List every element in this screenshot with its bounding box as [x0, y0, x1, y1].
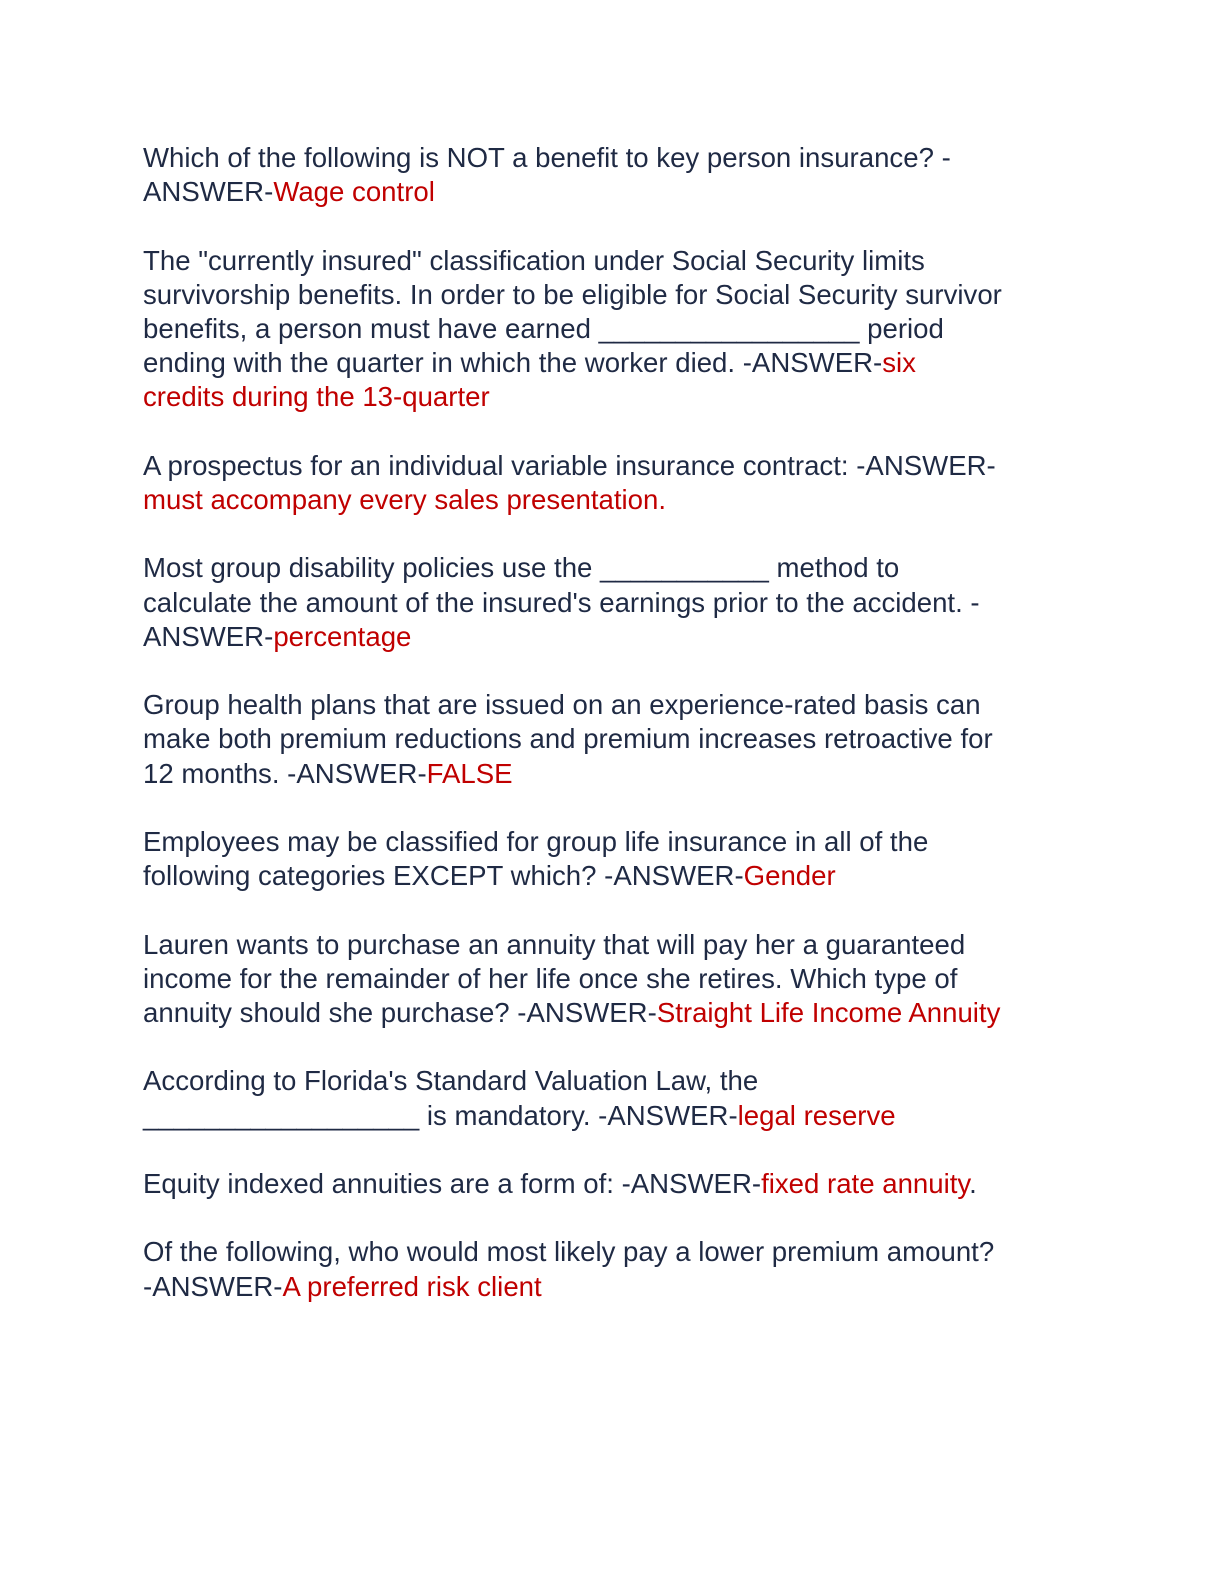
question-line: Most group disability policies use the ___________ method to: [143, 552, 900, 584]
answer-text: Wage control: [273, 176, 435, 208]
qa-item: [143, 1064, 1083, 1132]
qa-item: [143, 928, 1083, 1031]
question-line: calculate the amount of the insured's earnings prior to the accident. -: [143, 586, 980, 618]
answer-text: Gender: [743, 860, 836, 892]
answer-text: six: [882, 347, 916, 379]
qa-item: [143, 825, 1083, 893]
qa-item: [143, 141, 1083, 209]
question-line: Which of the following is NOT a benefit to key person insurance? -: [143, 142, 951, 173]
question-line: __________________ is mandatory. -ANSWER-: [143, 1099, 738, 1131]
qa-item: [143, 1167, 1083, 1201]
question-line: According to Florida's Standard Valuation Law, the: [143, 1065, 759, 1097]
qa-item: [143, 244, 1083, 415]
answer-text: FALSE: [426, 757, 513, 789]
answer-line: must accompany every sales presentation.: [143, 484, 667, 515]
qa-item: [143, 551, 1083, 654]
question-line: benefits, a person must have earned _________________ period: [143, 313, 944, 344]
question-line: following categories EXCEPT which? -ANSWER-: [143, 860, 744, 892]
answer-suffix: .: [969, 1167, 977, 1199]
qa-item: [143, 449, 1083, 517]
qa-item: [143, 688, 1083, 791]
answer-text: legal reserve: [737, 1099, 896, 1131]
question-line: ANSWER-: [143, 176, 274, 208]
answer-text: percentage: [273, 620, 412, 652]
question-line: Equity indexed annuities are a form of: -ANSWER-: [143, 1167, 762, 1199]
qa-item: [143, 1235, 1083, 1303]
document-page: [143, 141, 1083, 1338]
answer-text: fixed rate annuity: [761, 1167, 970, 1199]
question-line: 12 months. -ANSWER-: [143, 757, 427, 789]
question-line: The "currently insured" classification under Social Security limits: [143, 244, 925, 276]
question-line: Lauren wants to purchase an annuity that will pay her a guaranteed: [143, 928, 966, 960]
question-line: ending with the quarter in which the worker died. -ANSWER-: [143, 347, 883, 379]
answer-line: credits during the 13-quarter: [143, 381, 490, 413]
question-line: annuity should she purchase? -ANSWER-: [143, 996, 657, 1028]
question-line: Employees may be classified for group life insurance in all of the: [143, 825, 929, 857]
question-line: survivorship benefits. In order to be eligible for Social Security survivor: [143, 278, 1002, 310]
answer-text: A preferred risk client: [282, 1270, 542, 1302]
answer-text: Straight Life Income Annuity: [656, 996, 1001, 1028]
question-line: Group health plans that are issued on an experience-rated basis can: [143, 689, 981, 721]
question-line: Of the following, who would most likely pay a lower premium amount?: [143, 1236, 995, 1268]
question-line: ANSWER-: [143, 620, 274, 652]
question-line: -ANSWER-: [143, 1270, 283, 1302]
question-line: make both premium reductions and premium increases retroactive for: [143, 723, 993, 755]
question-line: income for the remainder of her life once she retires. Which type of: [143, 962, 958, 994]
question-line: A prospectus for an individual variable insurance contract: -ANSWER-: [143, 449, 996, 481]
